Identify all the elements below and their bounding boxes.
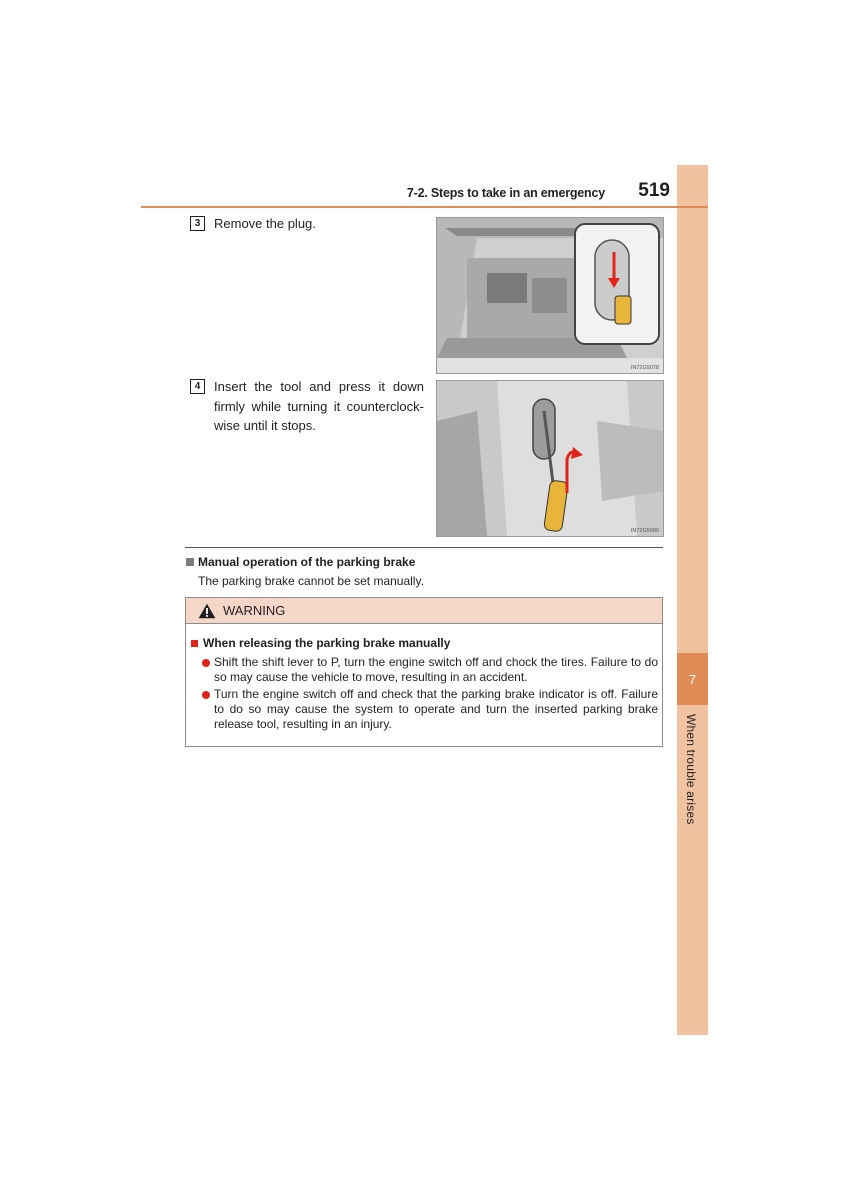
red-dot-icon (202, 659, 210, 667)
warning-bullet (202, 655, 658, 685)
section-divider (185, 547, 663, 548)
section-heading-text: Manual operation of the parking brake (198, 555, 416, 569)
remove-plug-illustration (436, 217, 664, 374)
chapter-side-tab (677, 165, 708, 1035)
section-body: The parking brake cannot be set manually. (198, 574, 424, 588)
chapter-number: 7 (677, 653, 708, 705)
section-heading (186, 555, 415, 569)
step-text: Insert the tool and press it down firmly while turning it counterclock-wise until it stops. (214, 379, 424, 433)
warning-bullet-text: Shift the shift lever to P, turn the engine switch off and chock the tires. Failure to do so may cause the vehicle to move, resulting in an accident. (214, 655, 658, 684)
image-code: IN72G5078 (630, 365, 659, 371)
warning-subheading-text: When releasing the parking brake manually (203, 636, 451, 650)
step-text: Remove the plug. (214, 216, 316, 231)
page-number: 519 (638, 180, 670, 201)
warning-subheading (191, 636, 450, 650)
section-title: 7-2. Steps to take in an emergency (406, 186, 605, 200)
chapter-label: When trouble arises (684, 714, 698, 825)
warning-title: WARNING (223, 603, 286, 618)
warning-bullet-text: Turn the engine switch off and check that the parking brake indicator is off. Failure to do so may cause the system to operate and turn the inserted parking brake release tool, resulting in an injury. (214, 687, 658, 731)
warning-box (185, 597, 663, 747)
insert-tool-illustration (436, 380, 664, 537)
red-square-bullet-icon (191, 640, 198, 647)
square-bullet-icon (186, 558, 194, 566)
step-number-badge: 3 (190, 216, 205, 231)
warning-header (186, 598, 662, 624)
image-code: IN72G5080 (630, 528, 659, 534)
step-number-badge: 4 (190, 379, 205, 394)
warning-bullet (202, 687, 658, 732)
red-dot-icon (202, 691, 210, 699)
warning-triangle-icon (198, 603, 216, 619)
header-rule (141, 206, 708, 208)
